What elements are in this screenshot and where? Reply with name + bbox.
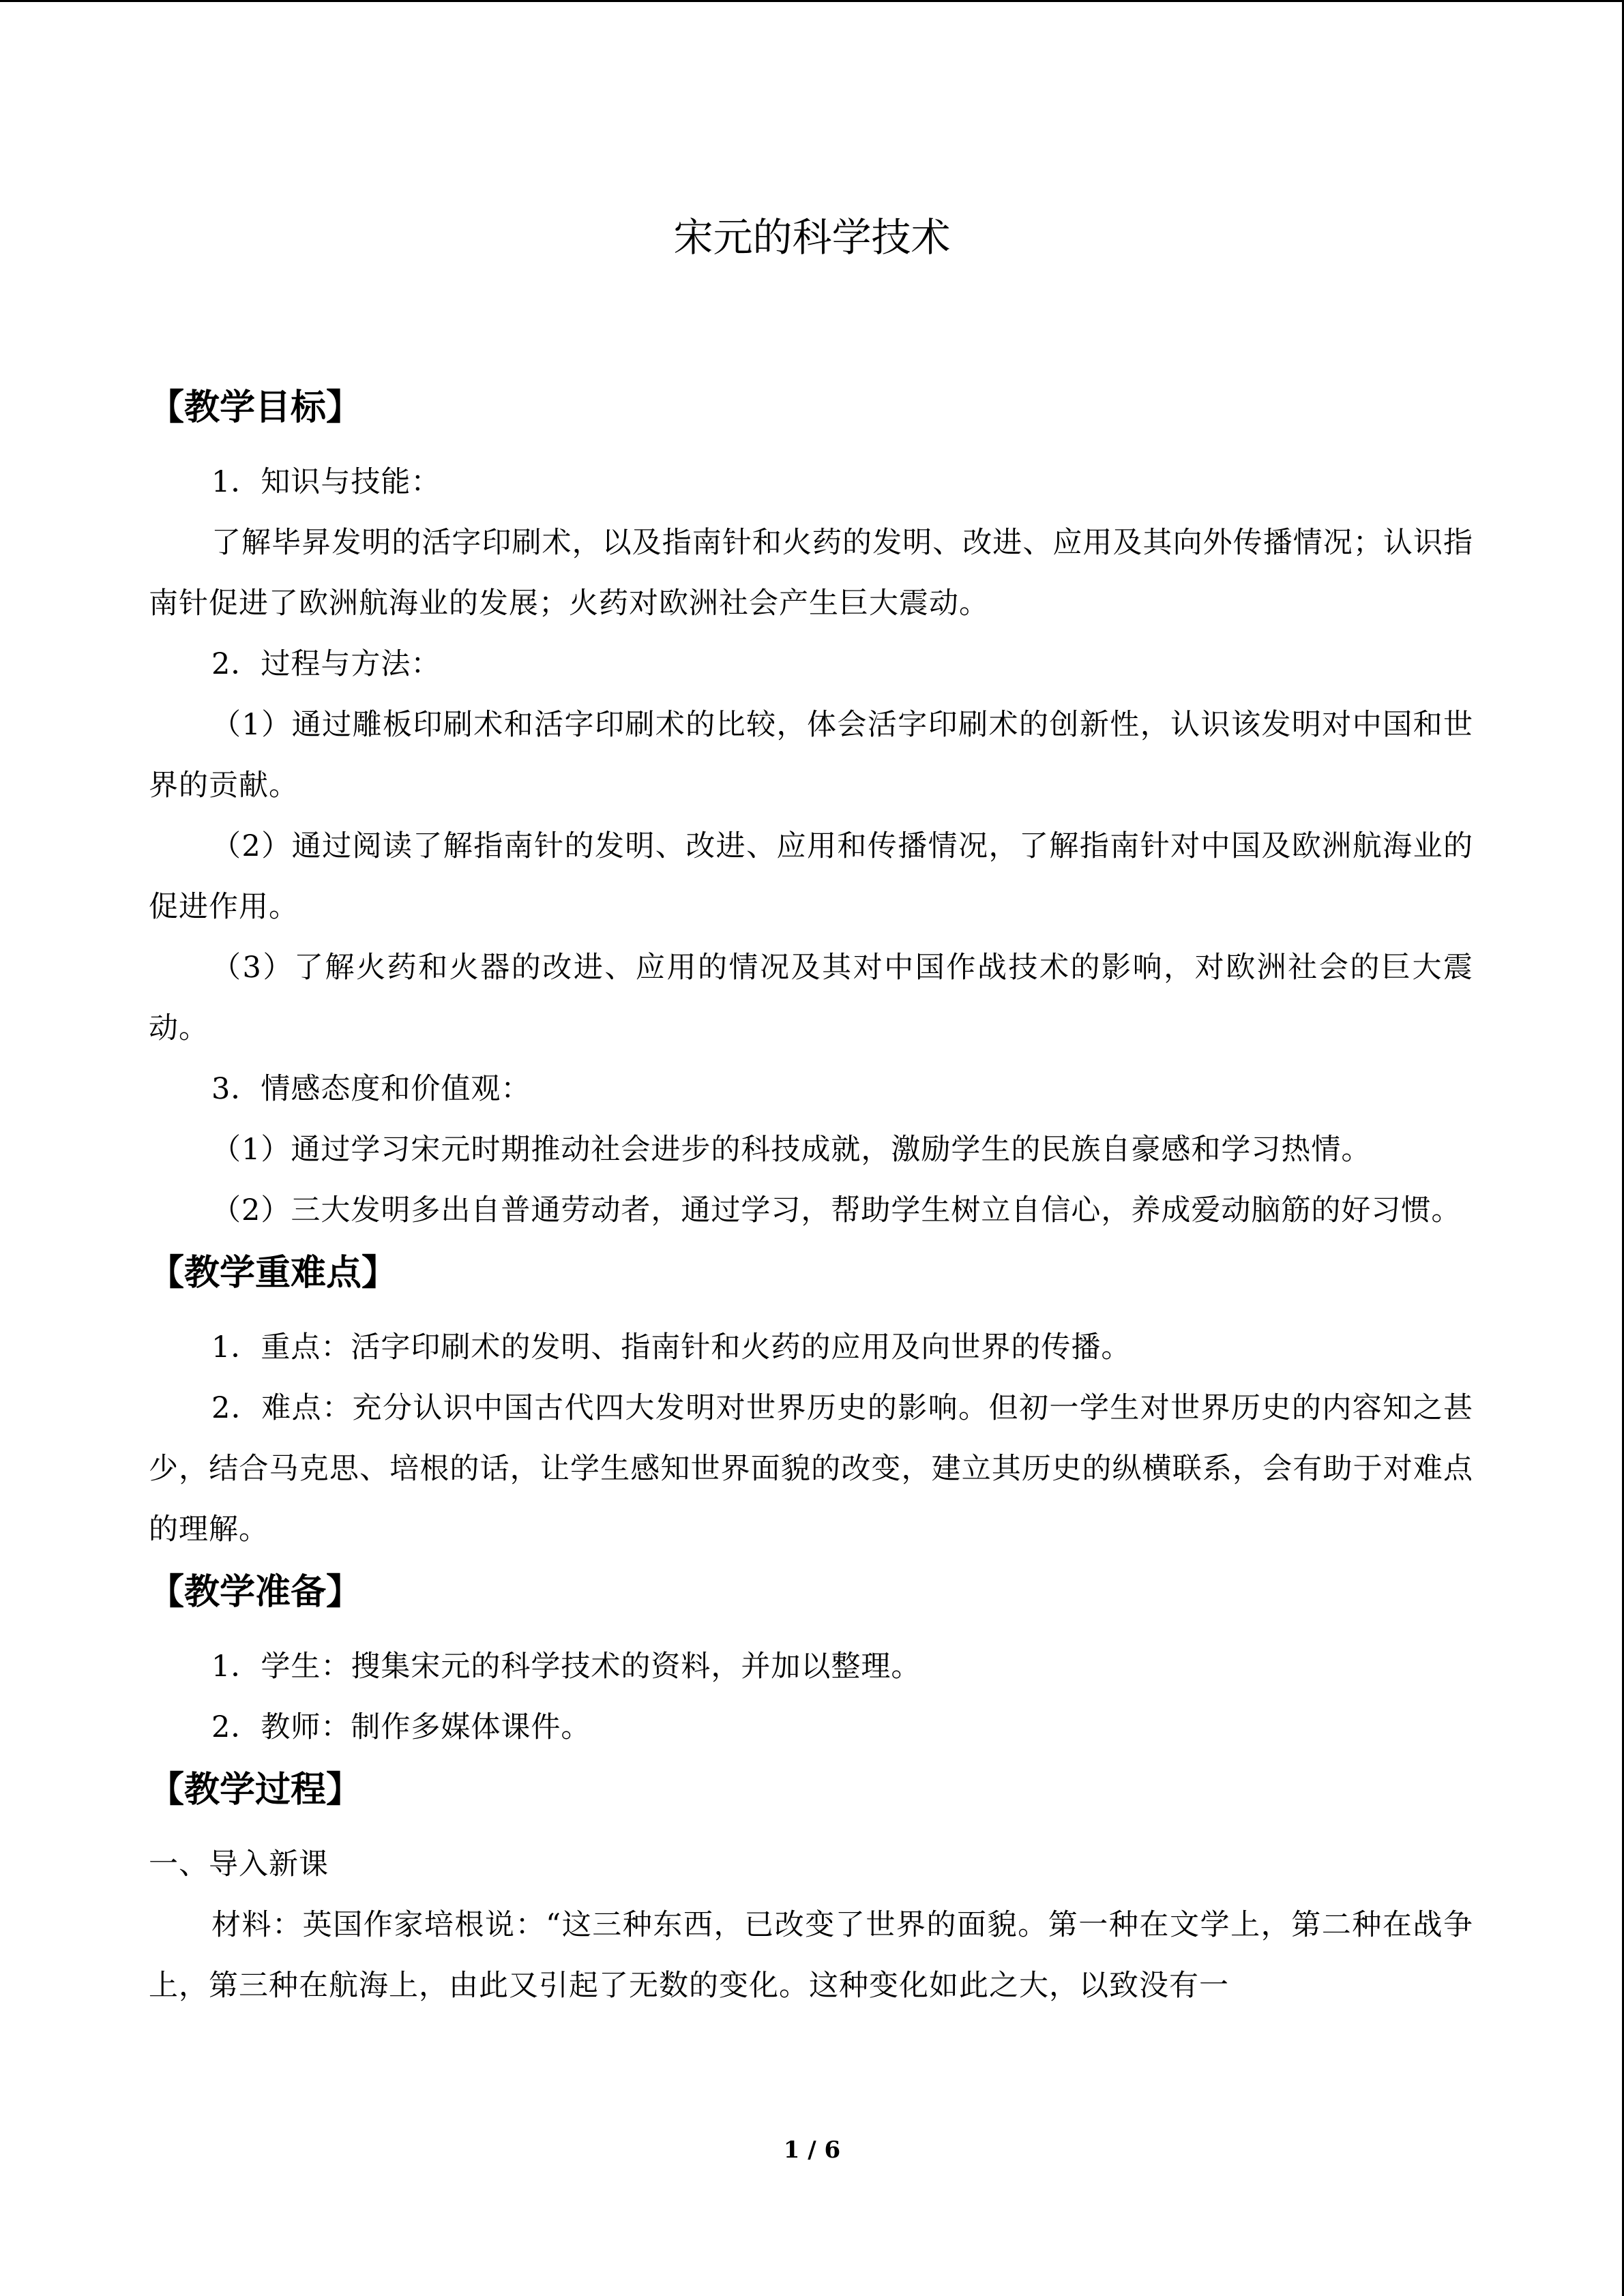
paragraph: （2）通过阅读了解指南针的发明、改进、应用和传播情况，了解指南针对中国及欧洲航海业的促进作用。	[149, 829, 1473, 924]
paragraph: 了解毕昇发明的活字印刷术，以及指南针和火药的发明、改进、应用及其向外传播情况；认识指南针促进了欧洲航海业的发展；火药对欧洲社会产生巨大震动。	[149, 526, 1473, 621]
paragraph: （2）三大发明多出自普通劳动者，通过学习，帮助学生树立自信心，养成爱动脑筋的好习惯。	[211, 1193, 1462, 1227]
paragraph: 材料：英国作家培根说：“这三种东西，已改变了世界的面貌。第一种在文学上，第二种在战争上，第三种在航海上，由此又引起了无数的变化。这种变化如此之大，以致没有一	[149, 1908, 1473, 2003]
paragraph: 1．知识与技能：	[211, 465, 441, 499]
paragraph: 1．重点：活字印刷术的发明、指南针和火药的应用及向世界的传播。	[211, 1330, 1132, 1365]
document-title: 宋元的科学技术	[673, 214, 951, 260]
section-heading-objectives: 【教学目标】	[149, 387, 362, 428]
section-heading-key-points: 【教学重难点】	[149, 1253, 398, 1294]
paragraph: 2．难点：充分认识中国古代四大发明对世界历史的影响。但初一学生对世界历史的内容知之甚少，结合马克思、培根的话，让学生感知世界面貌的改变，建立其历史的纵横联系，会有助于对难点的理解。	[149, 1391, 1473, 1547]
paragraph: 2．教师：制作多媒体课件。	[211, 1710, 591, 1744]
paragraph: （1）通过学习宋元时期推动社会进步的科技成就，激励学生的民族自豪感和学习热情。	[211, 1133, 1372, 1167]
paragraph: 1．学生：搜集宋元的科学技术的资料，并加以整理。	[211, 1650, 921, 1684]
paragraph: （1）通过雕板印刷术和活字印刷术的比较，体会活字印刷术的创新性，认识该发明对中国和世界的贡献。	[149, 708, 1473, 803]
paragraph: 一、导入新课	[149, 1847, 329, 1881]
paragraph: 2．过程与方法：	[211, 647, 441, 681]
paragraph: 3．情感态度和价值观：	[211, 1072, 531, 1106]
document-body	[149, 384, 1473, 2016]
section-heading-process: 【教学过程】	[149, 1770, 362, 1810]
section-heading-preparation: 【教学准备】	[149, 1572, 362, 1613]
paragraph: （3）了解火药和火器的改进、应用的情况及其对中国作战技术的影响，对欧洲社会的巨大震动。	[149, 951, 1473, 1045]
page-number: 1 / 6	[783, 2136, 841, 2164]
